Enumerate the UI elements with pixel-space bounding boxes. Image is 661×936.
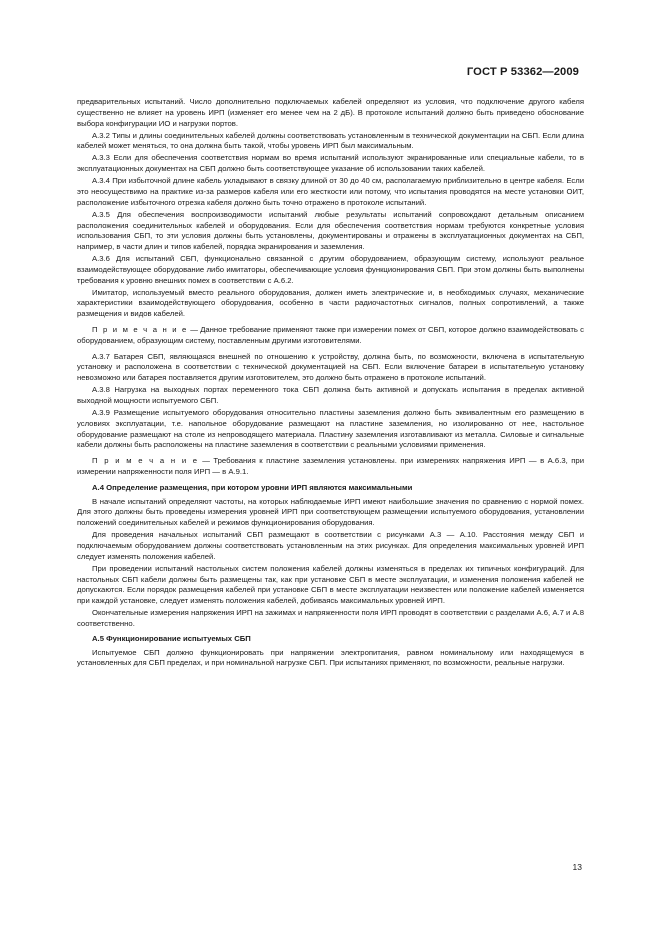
paragraph: предварительных испытаний. Число дополнительно подключаемых кабелей определяют из условия, что подключение другого кабеля существенно не влияет на уровень ИРП (изменяет его менее чем на 2 дБ). В протоколе испытаний должно быть приведено обоснование выбора конфигурации ИО и нагрузки портов. — [77, 97, 584, 128]
note-label: П р и м е ч а н и е — [92, 325, 188, 335]
note-block — [77, 456, 584, 478]
paragraph-a3-2: А.3.2 Типы и длины соединительных кабелей должны соответствовать установленным в технической документации на СБП. Если длина кабелей может меняться, то она должна быть такой, чтобы уровень ИРП был максимальным. — [77, 130, 584, 151]
section-heading-a4: А.4 Определение размещения, при котором уровни ИРП являются максимальными — [92, 482, 413, 492]
note-text: — Требования к пластине заземления установлены. при измерениях напряжения ИРП — в А.6.3, при измерении напряженности поля ИРП — в А.9.1. — [77, 456, 584, 476]
paragraph-a3-8: А.3.8 Нагрузка на выходных портах переменного тока СБП должна быть активной и допускать испытания в пределах активной выходной мощности испытуемого СБП. — [77, 385, 584, 406]
section-heading-a5: А.5 Функционирование испытуемых СБП — [92, 633, 251, 643]
paragraph: При проведении испытаний настольных систем положения кабелей должны изменяться в пределах их типичных конфигураций. Для настольных СБП кабели должны быть размещены так, как при установке СБП в месте эксплуатации, и изменения положения кабелей не допускаются. Если порядок размещения кабелей при установке СБП в месте эксплуатации неизвестен или положение кабелей изменяется при каждой установке, следует изменять положения кабелей, добиваясь максимальных уровней ИРП. — [77, 563, 584, 606]
paragraph: В начале испытаний определяют частоты, на которых наблюдаемые ИРП имеют наибольшие значения по сравнению с нормой помех. Для этого должны быть проведены измерения уровней ИРП при соответствующем размещении испытуемого оборудования, установлении положений соединительных кабелей и режимов функционирования оборудования. — [77, 496, 584, 528]
paragraph: Окончательные измерения напряжения ИРП на зажимах и напряженности поля ИРП проводят в соответствии с разделами А.6, А.7 и А.8 соответственно. — [77, 608, 584, 628]
document-header: ГОСТ Р 53362—2009 — [466, 66, 579, 78]
note-text: — Данное требование применяют также при измерении помех от СБП, которое должно взаимодействовать с оборудованием, образующим систему, поставленным другими изготовителями. — [77, 325, 584, 345]
paragraph-simulator: Имитатор, используемый вместо реального оборудования, должен иметь электрические и, в необходимых случаях, механические характеристики взаимодействующего оборудования, особенно в части радиочастотных сигналов, полных сопротивлений, а также размещения и видов кабелей. — [77, 287, 584, 319]
paragraph: Испытуемое СБП должно функционировать при напряжении электропитания, равном номинальному или находящемуся в установленных для СБП пределах, и при номинальной нагрузке СБП. При испытаниях применяют, по возможности, реальные нагрузки. — [77, 647, 584, 668]
page-number: 13 — [572, 862, 582, 872]
paragraph-a3-9: А.3.9 Размещение испытуемого оборудования относительно пластины заземления должно быть эквивалентным его размещению в условиях эксплуатации, т.е. напольное оборудование размещают на пластине заземления, но изолированно от нее, настольное оборудование размещают на столе из непроводящего материала. Пластину заземления изготавливают из металла. Силовые и сигнальные кабели должны быть расположены на пластине заземления в соответствии с реальными условиями применения. — [77, 408, 584, 450]
paragraph-a3-4: А.3.4 При избыточной длине кабель укладывают в связку длиной от 30 до 40 см, располагаемую приблизительно в центре кабеля. Если это неосуществимо на практике из-за размеров кабеля или его жесткости или потому, что испытания проводятся на месте установки ОИТ, расположение избыточного отрезка кабеля должно быть точно отражено в протоколе испытаний. — [77, 176, 584, 207]
paragraph-a3-3: А.3.3 Если для обеспечения соответствия нормам во время испытаний используют экранированные или специальные кабели, то в эксплуатационных документах на СБП должно быть соответствующее указание об использовании таких кабелей. — [77, 153, 584, 174]
note-block — [77, 325, 584, 347]
page-body — [77, 97, 584, 670]
paragraph-a3-7: А.3.7 Батарея СБП, являющаяся внешней по отношению к устройству, должна быть, по возможности, включена в испытательную установку и расположена в соответствии с технической документацией на СБП. Если включение батареи в испытательную установку невозможно или батарея поставляется другим изготовителем, это должно быть отражено в протоколе испытаний. — [77, 351, 584, 383]
note-label: П р и м е ч а н и е — [92, 456, 199, 466]
paragraph-a3-5: А.3.5 Для обеспечения воспроизводимости испытаний любые результаты испытаний сопровождают детальным описанием расположения соединительных кабелей и оборудования. Если для обеспечения соответствия нормам требуются конкретные условия использования СБП, то эти условия должны быть установлены, документированы и отражены в эксплуатационных документах на СБП, например, в части длин и типов кабелей, порядка экранирования и заземления. — [77, 209, 584, 252]
paragraph-a3-6: А.3.6 Для испытаний СБП, функционально связанной с другим оборудованием, образующим систему, используют реальное взаимодействующее оборудование либо имитаторы, обеспечивающие условия функционирования СБП. При этом должны быть выполнены требования к уровню внешних помех в соответствии с А.6.2. — [77, 254, 584, 285]
paragraph: Для проведения начальных испытаний СБП размещают в соответствии с рисунками А.3 — А.10. Расстояния между СБП и подключаемым оборудованием должны соответствовать установленным на этих рисунках. Для определения максимальных уровней ИРП следует изменять положения кабелей. — [77, 530, 584, 561]
